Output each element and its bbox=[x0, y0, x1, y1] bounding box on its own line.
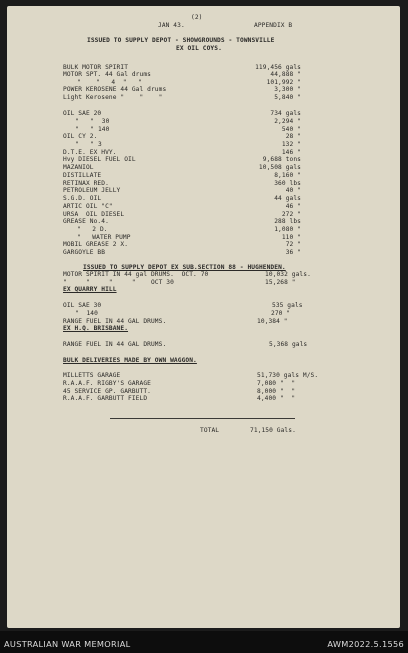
item-quantity: 272 " bbox=[281, 211, 301, 218]
total-rule bbox=[110, 418, 295, 419]
item-name: RETINAX RED. bbox=[63, 180, 109, 187]
item-name: D.T.E. EX HVY. bbox=[63, 149, 117, 156]
item-quantity: 40 " bbox=[285, 187, 301, 194]
motor-spirit-line-1-qty: 10,032 gals. bbox=[265, 271, 311, 278]
motor-spirit-line-1: MOTOR SPIRIT IN 44 gal DRUMS. OCT. 70 bbox=[63, 271, 209, 278]
item-quantity: 288 lbs bbox=[274, 218, 301, 225]
total-value: 71,150 Gals. bbox=[250, 427, 296, 434]
item-quantity: 72 " bbox=[285, 241, 301, 248]
item-quantity: 28 " bbox=[285, 133, 301, 140]
footer-bar bbox=[0, 631, 408, 653]
item-quantity: 119,456 gals bbox=[255, 64, 301, 71]
item-name: MOBIL GREASE 2 X. bbox=[63, 241, 129, 248]
item-quantity: 44,888 " bbox=[270, 71, 301, 78]
item-quantity: 44 gals bbox=[274, 195, 301, 202]
bulk-delivery-qty: 8,000 " " bbox=[257, 388, 296, 395]
item-quantity: 8,160 " bbox=[274, 172, 301, 179]
item-quantity: 360 lbs bbox=[274, 180, 301, 187]
item-name: DISTILLATE bbox=[63, 172, 102, 179]
bulk-delivery-name: R.A.A.F. GARBUTT FIELD bbox=[63, 395, 148, 402]
hq-range-fuel-line: RANGE FUEL IN 44 GAL DRUMS. bbox=[63, 341, 167, 348]
hq-range-fuel-qty: 5,368 gals bbox=[269, 341, 308, 348]
item-quantity: 734 gals bbox=[270, 110, 301, 117]
item-quantity: 10,508 gals bbox=[258, 164, 301, 171]
quarry-item-name: OIL SAE 30 bbox=[63, 302, 102, 309]
bulk-delivery-qty: 4,400 " " bbox=[257, 395, 296, 402]
bulk-delivery-name: MILLETTS GARAGE bbox=[63, 372, 121, 379]
document-subtitle: EX OIL COYS. bbox=[176, 45, 222, 52]
range-fuel-line: RANGE FUEL IN 44 GAL DRUMS. bbox=[63, 318, 167, 325]
item-name: " WATER PUMP bbox=[77, 234, 131, 241]
bulk-delivery-qty: 7,080 " " bbox=[257, 380, 296, 387]
item-quantity: 132 " bbox=[281, 141, 301, 148]
item-quantity: 3,300 " bbox=[274, 86, 301, 93]
footer-institution: AUSTRALIAN WAR MEMORIAL bbox=[4, 639, 131, 649]
quarry-item-qty: 270 " bbox=[271, 310, 291, 317]
item-quantity: 101,992 " bbox=[266, 79, 301, 86]
item-name: MAZANIOL bbox=[63, 164, 94, 171]
item-name: POWER KEROSENE 44 Gal drums bbox=[63, 86, 167, 93]
item-name: URSA OIL DIESEL bbox=[63, 211, 125, 218]
document-month: JAN 43. bbox=[158, 22, 185, 29]
bulk-deliveries-heading: BULK DELIVERIES MADE BY OWN WAGGON. bbox=[63, 357, 197, 364]
item-name: Light Kerosene " " " bbox=[63, 94, 163, 101]
item-quantity: 2,294 " bbox=[274, 118, 301, 125]
item-quantity: 1,080 " bbox=[274, 226, 301, 233]
item-name: GARGOYLE BB bbox=[63, 249, 106, 256]
hq-brisbane-heading: EX H.Q. BRISBANE. bbox=[63, 325, 129, 332]
item-name: " " 3 bbox=[75, 141, 102, 148]
item-name: " " 4 " " bbox=[77, 79, 143, 86]
document-title: ISSUED TO SUPPLY DEPOT - SHOWGROUNDS - TOWNSVILLE bbox=[87, 37, 275, 44]
item-quantity: 36 " bbox=[285, 249, 301, 256]
item-name: MOTOR SPT. 44 Gal drums bbox=[63, 71, 151, 78]
bulk-delivery-name: R.A.A.F. RIGBY'S GARAGE bbox=[63, 380, 151, 387]
total-label: TOTAL bbox=[200, 427, 220, 434]
item-name: " " 140 bbox=[75, 126, 110, 133]
item-quantity: 46 " bbox=[285, 203, 301, 210]
motor-spirit-line-2: " " " " OCT 30 bbox=[63, 279, 174, 286]
appendix-label: APPENDIX B bbox=[254, 22, 293, 29]
bulk-delivery-name: 45 SERVICE GP. GARBUTT. bbox=[63, 388, 151, 395]
page-number: (2) bbox=[191, 14, 203, 21]
item-quantity: 146 " bbox=[281, 149, 301, 156]
item-name: " 2 D. bbox=[77, 226, 108, 233]
sub-section-heading: ISSUED TO SUPPLY DEPOT EX SUB.SECTION 88 - HUGHENDEN. bbox=[83, 264, 286, 271]
item-name: ARTIC OIL "C" bbox=[63, 203, 113, 210]
quarry-hill-heading: EX QUARRY HILL bbox=[63, 286, 117, 293]
item-quantity: 110 " bbox=[281, 234, 301, 241]
item-name: PETROLEUM JELLY bbox=[63, 187, 121, 194]
motor-spirit-line-2-qty: 15,268 " bbox=[265, 279, 296, 286]
item-name: OIL CY 2. bbox=[63, 133, 98, 140]
item-quantity: 9,688 tons bbox=[262, 156, 301, 163]
item-quantity: 540 " bbox=[281, 126, 301, 133]
document-page bbox=[7, 6, 400, 628]
footer-accession-number: AWM2022.5.1556 bbox=[327, 639, 404, 649]
bulk-delivery-qty: 51,730 gals M/S. bbox=[257, 372, 319, 379]
item-name: BULK MOTOR SPIRIT bbox=[63, 64, 129, 71]
item-name: " " 30 bbox=[75, 118, 110, 125]
item-name: S.G.D. OIL bbox=[63, 195, 102, 202]
item-quantity: 5,840 " bbox=[274, 94, 301, 101]
item-name: OIL SAE 20 bbox=[63, 110, 102, 117]
item-name: GREASE No.4. bbox=[63, 218, 109, 225]
item-name: Hvy DIESEL FUEL OIL bbox=[63, 156, 136, 163]
quarry-item-name: " 140 bbox=[75, 310, 98, 317]
range-fuel-qty: 10,384 " bbox=[257, 318, 288, 325]
quarry-item-qty: 535 gals bbox=[272, 302, 303, 309]
